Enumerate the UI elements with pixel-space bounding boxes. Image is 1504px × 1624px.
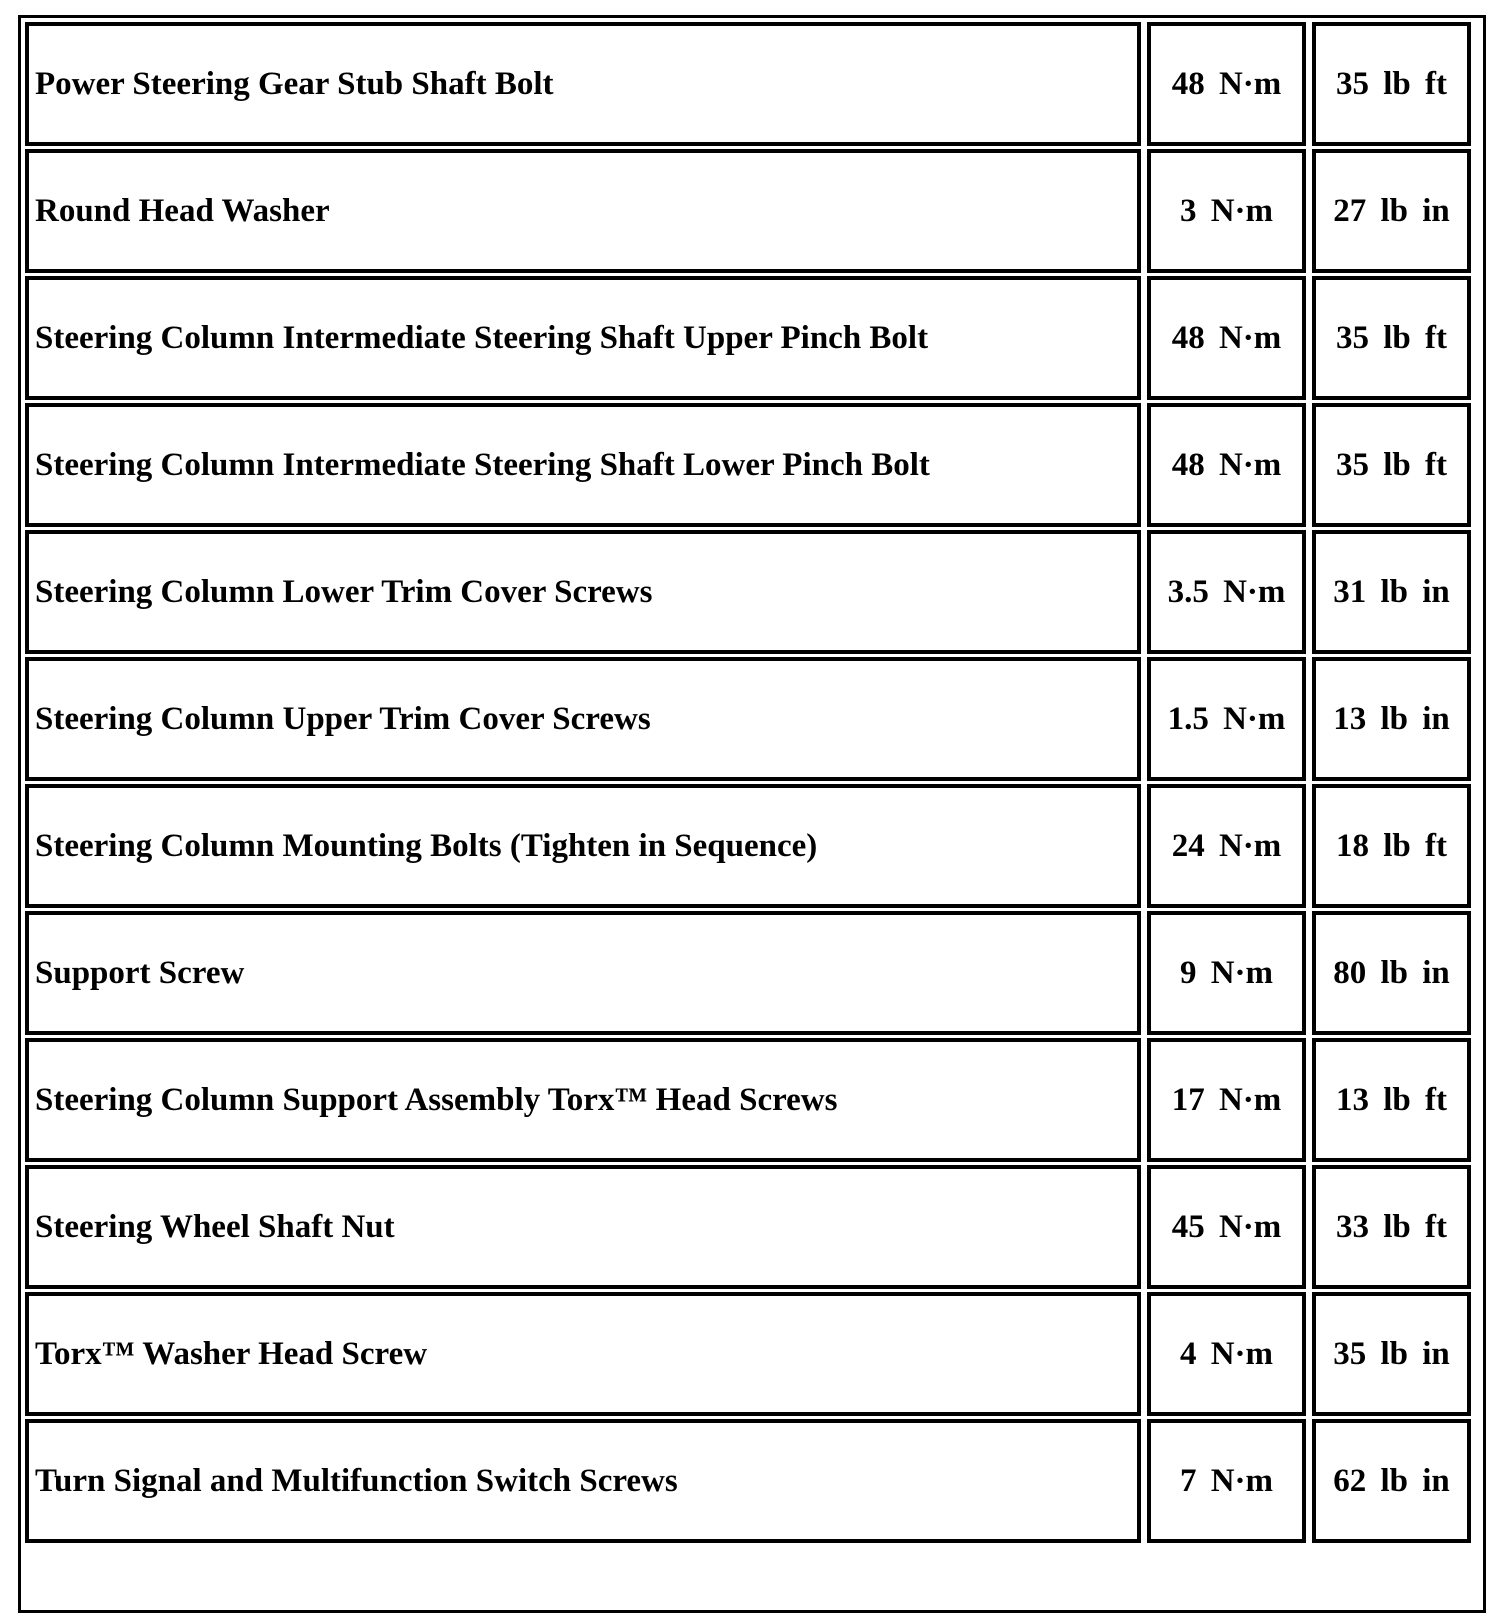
row-english-torque: 27 lb in	[1312, 149, 1471, 273]
table-row	[25, 911, 1479, 1038]
row-english-torque: 35 lb ft	[1312, 276, 1471, 400]
row-english-torque: 35 lb ft	[1312, 22, 1471, 146]
table-row	[25, 149, 1479, 276]
row-description: Steering Wheel Shaft Nut	[25, 1165, 1141, 1289]
row-description: Power Steering Gear Stub Shaft Bolt	[25, 22, 1141, 146]
row-description: Steering Column Upper Trim Cover Screws	[25, 657, 1141, 781]
table-row	[25, 1292, 1479, 1419]
row-metric-torque: 9 N·m	[1147, 911, 1306, 1035]
row-english-torque: 18 lb ft	[1312, 784, 1471, 908]
row-metric-torque: 7 N·m	[1147, 1419, 1306, 1543]
row-description: Steering Column Lower Trim Cover Screws	[25, 530, 1141, 654]
row-description: Steering Column Intermediate Steering Shaft Lower Pinch Bolt	[25, 403, 1141, 527]
table-row	[25, 1038, 1479, 1165]
row-english-torque: 13 lb in	[1312, 657, 1471, 781]
torque-spec-table	[18, 15, 1486, 1613]
row-metric-torque: 48 N·m	[1147, 276, 1306, 400]
table-row	[25, 657, 1479, 784]
row-english-torque: 13 lb ft	[1312, 1038, 1471, 1162]
table-row	[25, 530, 1479, 657]
row-metric-torque: 48 N·m	[1147, 403, 1306, 527]
row-english-torque: 35 lb in	[1312, 1292, 1471, 1416]
row-english-torque: 35 lb ft	[1312, 403, 1471, 527]
row-metric-torque: 45 N·m	[1147, 1165, 1306, 1289]
row-metric-torque: 4 N·m	[1147, 1292, 1306, 1416]
row-description: Support Screw	[25, 911, 1141, 1035]
row-description: Torx™ Washer Head Screw	[25, 1292, 1141, 1416]
row-metric-torque: 3.5 N·m	[1147, 530, 1306, 654]
row-metric-torque: 48 N·m	[1147, 22, 1306, 146]
row-description: Turn Signal and Multifunction Switch Screws	[25, 1419, 1141, 1543]
row-english-torque: 33 lb ft	[1312, 1165, 1471, 1289]
row-description: Steering Column Support Assembly Torx™ Head Screws	[25, 1038, 1141, 1162]
table-row	[25, 22, 1479, 149]
row-metric-torque: 3 N·m	[1147, 149, 1306, 273]
table-row	[25, 1165, 1479, 1292]
row-description: Round Head Washer	[25, 149, 1141, 273]
row-english-torque: 31 lb in	[1312, 530, 1471, 654]
row-description: Steering Column Mounting Bolts (Tighten in Sequence)	[25, 784, 1141, 908]
table-row	[25, 784, 1479, 911]
row-metric-torque: 17 N·m	[1147, 1038, 1306, 1162]
table-row	[25, 276, 1479, 403]
row-english-torque: 62 lb in	[1312, 1419, 1471, 1543]
row-metric-torque: 1.5 N·m	[1147, 657, 1306, 781]
row-description: Steering Column Intermediate Steering Shaft Upper Pinch Bolt	[25, 276, 1141, 400]
row-english-torque: 80 lb in	[1312, 911, 1471, 1035]
row-metric-torque: 24 N·m	[1147, 784, 1306, 908]
table-row	[25, 403, 1479, 530]
table-row	[25, 1419, 1479, 1546]
